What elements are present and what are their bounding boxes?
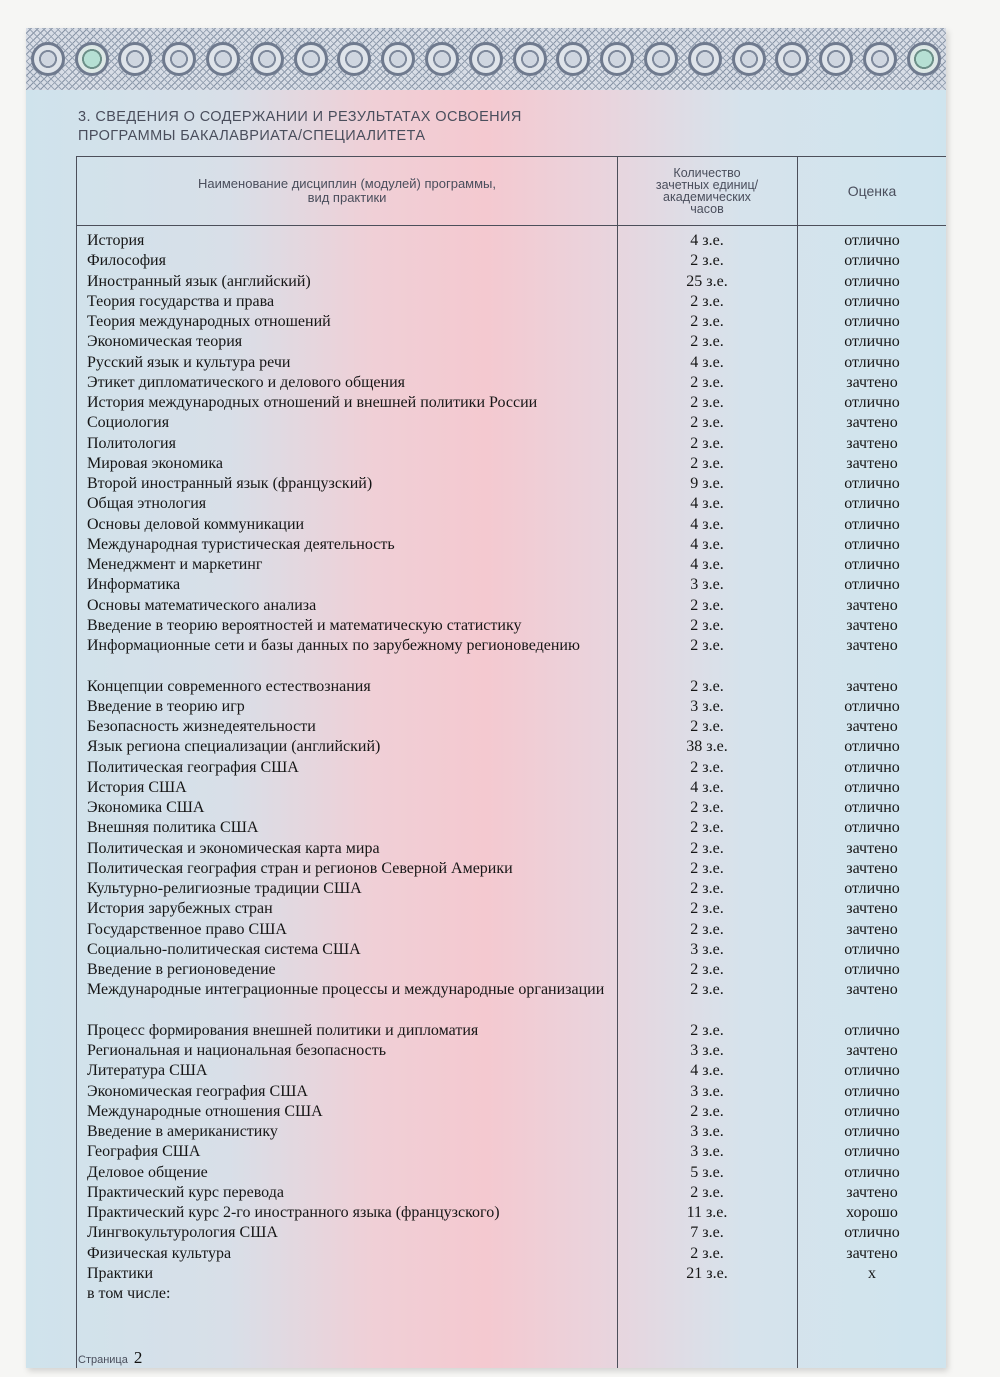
discipline-name: Международные отношения США bbox=[87, 1102, 323, 1120]
ornament-ring-icon bbox=[206, 42, 240, 76]
header-discipline-name-text: Наименование дисциплин (модулей) программы, вид практики bbox=[197, 176, 497, 205]
table-row bbox=[77, 899, 946, 919]
discipline-name: в том числе: bbox=[87, 1285, 171, 1302]
discipline-name: Иностранный язык (английский) bbox=[87, 272, 311, 290]
ornament-ring-icon bbox=[819, 42, 853, 76]
grade: отлично bbox=[844, 535, 900, 553]
grade: отлично bbox=[844, 495, 900, 513]
ornament-ring-icon bbox=[75, 42, 109, 76]
table-row bbox=[77, 1122, 946, 1142]
credit-units: 2 з.е. bbox=[690, 677, 724, 695]
grade: отлично bbox=[844, 1163, 900, 1181]
grade: отлично bbox=[844, 1224, 900, 1242]
document-sheet bbox=[26, 28, 946, 1368]
ornament-ring-icon bbox=[556, 42, 590, 76]
discipline-name: История международных отношений и внешней политики России bbox=[87, 394, 538, 411]
table-row bbox=[77, 373, 946, 393]
discipline-name: Международные интеграционные процессы и международные организации bbox=[87, 981, 605, 999]
table-row bbox=[77, 1102, 946, 1122]
credit-units: 2 з.е. bbox=[690, 414, 724, 432]
table-row bbox=[77, 940, 946, 960]
credit-units: 4 з.е. bbox=[690, 778, 724, 796]
table-row bbox=[77, 616, 946, 636]
table-row bbox=[77, 272, 946, 292]
table-body bbox=[77, 231, 946, 1304]
table-row bbox=[77, 575, 946, 595]
table-row bbox=[77, 778, 946, 798]
ornament-ring-icon bbox=[644, 42, 678, 76]
discipline-name: Менеджмент и маркетинг bbox=[87, 556, 263, 573]
credit-units: 2 з.е. bbox=[690, 454, 724, 472]
credit-units: 3 з.е. bbox=[690, 576, 724, 594]
grade: зачтено bbox=[846, 920, 898, 938]
table-row bbox=[77, 859, 946, 879]
ornament-ring-icon bbox=[31, 42, 65, 76]
credit-units: 11 з.е. bbox=[686, 1204, 728, 1221]
credit-units: 3 з.е. bbox=[690, 1082, 724, 1100]
table-row bbox=[77, 555, 946, 575]
grade: зачтено bbox=[846, 373, 898, 391]
grade: отлично bbox=[844, 333, 900, 351]
table-row bbox=[77, 1244, 946, 1264]
header-grade-text: Оценка bbox=[847, 183, 897, 199]
table-row bbox=[77, 312, 946, 332]
table-row bbox=[77, 535, 946, 555]
table-row bbox=[77, 839, 946, 859]
grade: зачтено bbox=[846, 616, 898, 634]
credit-units: 2 з.е. bbox=[690, 839, 724, 857]
table-row bbox=[77, 636, 946, 677]
table-row bbox=[77, 231, 946, 251]
table-row bbox=[77, 251, 946, 271]
discipline-name: Введение в теорию вероятностей и математическую статистику bbox=[87, 616, 522, 634]
table-row bbox=[77, 1203, 946, 1223]
discipline-name: Информатика bbox=[87, 576, 181, 594]
ornament-ring-icon bbox=[118, 42, 152, 76]
grade: зачтено bbox=[846, 859, 898, 877]
table-row bbox=[77, 1183, 946, 1203]
grade: зачтено bbox=[846, 839, 898, 857]
discipline-name: Лингвокультурология США bbox=[87, 1224, 278, 1242]
header-discipline-name bbox=[77, 157, 617, 225]
credit-units: 2 з.е. bbox=[690, 1244, 724, 1262]
grade: отлично bbox=[844, 394, 900, 411]
table-row bbox=[77, 413, 946, 433]
discipline-name: Государственное право США bbox=[87, 920, 287, 938]
grade: отлично bbox=[844, 292, 900, 310]
ornament-ring-icon bbox=[775, 42, 809, 76]
table-row bbox=[77, 1163, 946, 1183]
credit-units: 4 з.е. bbox=[690, 495, 724, 513]
grade: зачтено bbox=[846, 718, 898, 735]
table-row bbox=[77, 332, 946, 352]
credit-units: 2 з.е. bbox=[690, 1102, 724, 1120]
credit-units: 2 з.е. bbox=[690, 313, 724, 330]
credit-units: 2 з.е. bbox=[690, 333, 724, 351]
ornament-ring-icon bbox=[162, 42, 196, 76]
discipline-name: Литература США bbox=[87, 1062, 208, 1080]
discipline-name: Экономическая география США bbox=[87, 1082, 308, 1100]
discipline-name: Введение в регионоведение bbox=[87, 961, 276, 978]
section-title-line-2: ПРОГРАММЫ БАКАЛАВРИАТА/СПЕЦИАЛИТЕТА bbox=[78, 128, 426, 144]
discipline-name: Теория государства и права bbox=[87, 292, 275, 310]
discipline-name: Социально-политическая система США bbox=[87, 940, 361, 958]
credit-units: 2 з.е. bbox=[690, 1021, 724, 1039]
grade: отлично bbox=[844, 738, 900, 756]
credit-units: 2 з.е. bbox=[690, 596, 724, 614]
table-row bbox=[77, 717, 946, 737]
discipline-name: Этикет дипломатического и делового общения bbox=[87, 373, 406, 391]
grade: отлично bbox=[844, 819, 900, 837]
credit-units: 2 з.е. bbox=[690, 758, 724, 776]
credit-units: 2 з.е. bbox=[690, 920, 724, 938]
grade: отлично bbox=[844, 880, 900, 897]
grade: зачтено bbox=[846, 1244, 898, 1262]
grade: отлично bbox=[844, 313, 900, 330]
discipline-name: Язык региона специализации (английский) bbox=[87, 738, 381, 756]
table-row bbox=[77, 1082, 946, 1102]
page-footer bbox=[78, 1348, 142, 1368]
grade: зачтено bbox=[846, 434, 898, 452]
discipline-name: Информационные сети и базы данных по зарубежному регионоведению bbox=[87, 637, 580, 654]
section-title bbox=[78, 108, 678, 146]
grade: зачтено bbox=[846, 981, 898, 999]
table-row bbox=[77, 1041, 946, 1061]
grade: х bbox=[868, 1264, 876, 1282]
grade: отлично bbox=[844, 697, 900, 715]
page-number: 2 bbox=[133, 1348, 143, 1367]
credit-units: 2 з.е. bbox=[690, 292, 724, 310]
discipline-name: Основы деловой коммуникации bbox=[87, 515, 305, 533]
header-credit-units-text: Количество зачетных единиц/ академических часов bbox=[655, 166, 759, 216]
ornament-ring-icon bbox=[425, 42, 459, 76]
grade: отлично bbox=[844, 1082, 900, 1100]
credit-units: 2 з.е. bbox=[690, 434, 724, 452]
grade: отлично bbox=[844, 940, 900, 958]
grade: зачтено bbox=[846, 677, 898, 695]
discipline-name: Деловое общение bbox=[87, 1163, 208, 1181]
table-row bbox=[77, 758, 946, 778]
credit-units: 4 з.е. bbox=[690, 515, 724, 533]
credit-units: 4 з.е. bbox=[690, 1062, 724, 1080]
discipline-name: Политология bbox=[87, 434, 176, 452]
credit-units: 4 з.е. bbox=[690, 232, 724, 249]
grade: отлично bbox=[844, 252, 900, 270]
credit-units: 2 з.е. bbox=[690, 961, 724, 978]
grade: отлично bbox=[844, 353, 900, 371]
ornament-ring-icon bbox=[513, 42, 547, 76]
credit-units: 7 з.е. bbox=[690, 1224, 724, 1242]
grade: отлично bbox=[844, 232, 900, 249]
credit-units: 5 з.е. bbox=[690, 1163, 724, 1181]
grade: отлично bbox=[844, 961, 900, 978]
ornament-ring-icon bbox=[600, 42, 634, 76]
table-row bbox=[77, 1223, 946, 1243]
table-row bbox=[77, 1264, 946, 1284]
grade: отлично bbox=[844, 778, 900, 796]
credit-units: 3 з.е. bbox=[690, 940, 724, 958]
table-row bbox=[77, 1021, 946, 1041]
ornament-ring-icon bbox=[250, 42, 284, 76]
credit-units: 3 з.е. bbox=[690, 1123, 724, 1140]
discipline-name: Политическая и экономическая карта мира bbox=[87, 839, 380, 857]
credit-units: 3 з.е. bbox=[690, 697, 724, 715]
credit-units: 2 з.е. bbox=[690, 880, 724, 897]
table-row bbox=[77, 353, 946, 373]
table-row bbox=[77, 1284, 946, 1304]
discipline-name: Экономика США bbox=[87, 799, 205, 816]
discipline-name: Практический курс 2-го иностранного языка (французского) bbox=[87, 1204, 500, 1221]
discipline-name: Социология bbox=[87, 414, 170, 432]
ornament-ring-icon bbox=[688, 42, 722, 76]
credit-units: 2 з.е. bbox=[690, 373, 724, 391]
discipline-name: Введение в американистику bbox=[87, 1123, 278, 1140]
grade: отлично bbox=[844, 758, 900, 776]
guilloche-border bbox=[26, 28, 946, 90]
grade: отлично bbox=[844, 799, 900, 816]
table-row bbox=[77, 980, 946, 1021]
page-label: Страница bbox=[78, 1354, 128, 1366]
credit-units: 25 з.е. bbox=[686, 272, 728, 290]
grade: отлично bbox=[844, 515, 900, 533]
ornament-ring-icon bbox=[294, 42, 328, 76]
table-row bbox=[77, 434, 946, 454]
header-divider bbox=[77, 225, 946, 226]
table-row bbox=[77, 1142, 946, 1162]
discipline-name: Физическая культура bbox=[87, 1244, 232, 1262]
header-credit-units bbox=[617, 157, 797, 225]
credit-units: 4 з.е. bbox=[690, 556, 724, 573]
discipline-name: Практический курс перевода bbox=[87, 1183, 284, 1201]
discipline-name: История США bbox=[87, 778, 187, 796]
grade: зачтено bbox=[846, 900, 898, 918]
credit-units: 2 з.е. bbox=[690, 859, 724, 877]
discipline-name: Концепции современного естествознания bbox=[87, 677, 371, 695]
grade: зачтено bbox=[846, 637, 898, 654]
grade: зачтено bbox=[846, 1042, 898, 1059]
grade: зачтено bbox=[846, 414, 898, 432]
table-row bbox=[77, 879, 946, 899]
credit-units: 2 з.е. bbox=[690, 616, 724, 634]
discipline-name: Политическая география США bbox=[87, 758, 299, 776]
discipline-name: Процесс формирования внешней политики и дипломатия bbox=[87, 1021, 479, 1039]
discipline-name: Практики bbox=[87, 1264, 154, 1282]
grade: зачтено bbox=[846, 596, 898, 614]
discipline-name: Экономическая теория bbox=[87, 333, 243, 351]
discipline-name: Политическая география стран и регионов Северной Америки bbox=[87, 859, 513, 877]
table-row bbox=[77, 697, 946, 717]
discipline-name: Безопасность жизнедеятельности bbox=[87, 718, 316, 735]
grade: хорошо bbox=[846, 1204, 898, 1221]
grade: отлично bbox=[844, 576, 900, 594]
credit-units: 21 з.е. bbox=[686, 1264, 728, 1282]
ornament-ring-icon bbox=[907, 42, 941, 76]
credit-units: 9 з.е. bbox=[690, 475, 724, 492]
grade: отлично bbox=[844, 1123, 900, 1140]
credit-units: 2 з.е. bbox=[690, 1183, 724, 1201]
discipline-name: Внешняя политика США bbox=[87, 819, 259, 837]
credit-units: 3 з.е. bbox=[690, 1143, 724, 1161]
table-row bbox=[77, 494, 946, 514]
discipline-name: Общая этнология bbox=[87, 495, 207, 513]
discipline-name: Русский язык и культура речи bbox=[87, 353, 291, 371]
credit-units: 4 з.е. bbox=[690, 353, 724, 371]
grade: зачтено bbox=[846, 454, 898, 472]
discipline-name: География США bbox=[87, 1143, 201, 1161]
discipline-name: Теория международных отношений bbox=[87, 313, 331, 330]
header-grade bbox=[797, 157, 946, 225]
discipline-name: Международная туристическая деятельность bbox=[87, 535, 395, 553]
table-row bbox=[77, 393, 946, 413]
table-row bbox=[77, 960, 946, 980]
ornament-ring-icon bbox=[732, 42, 766, 76]
credit-units: 2 з.е. bbox=[690, 819, 724, 837]
credit-units: 2 з.е. bbox=[690, 637, 724, 654]
ornament-ring-icon bbox=[337, 42, 371, 76]
discipline-name: История зарубежных стран bbox=[87, 900, 273, 918]
table-row bbox=[77, 737, 946, 757]
table-row bbox=[77, 515, 946, 535]
discipline-name: Второй иностранный язык (французский) bbox=[87, 475, 373, 492]
grade: отлично bbox=[844, 1143, 900, 1161]
table-row bbox=[77, 292, 946, 312]
credit-units: 2 з.е. bbox=[690, 900, 724, 918]
grade: отлично bbox=[844, 556, 900, 573]
grade: отлично bbox=[844, 1102, 900, 1120]
grade: отлично bbox=[844, 475, 900, 492]
discipline-name: История bbox=[87, 232, 145, 249]
credit-units: 2 з.е. bbox=[690, 799, 724, 816]
table-row bbox=[77, 596, 946, 616]
discipline-name: Основы математического анализа bbox=[87, 596, 317, 614]
credit-units: 2 з.е. bbox=[690, 394, 724, 411]
table-row bbox=[77, 818, 946, 838]
grade: отлично bbox=[844, 272, 900, 290]
discipline-name: Культурно-религиозные традиции США bbox=[87, 880, 362, 897]
table-row bbox=[77, 920, 946, 940]
credit-units: 4 з.е. bbox=[690, 535, 724, 553]
table-row bbox=[77, 474, 946, 494]
table-row bbox=[77, 677, 946, 697]
ornament-ring-icon bbox=[381, 42, 415, 76]
ornament-ring-icon bbox=[863, 42, 897, 76]
credit-units: 3 з.е. bbox=[690, 1042, 724, 1059]
grade: зачтено bbox=[846, 1183, 898, 1201]
grade: отлично bbox=[844, 1062, 900, 1080]
table-row bbox=[77, 454, 946, 474]
credit-units: 38 з.е. bbox=[686, 738, 728, 756]
ornament-ring-icon bbox=[469, 42, 503, 76]
discipline-name: Введение в теорию игр bbox=[87, 697, 245, 715]
credit-units: 2 з.е. bbox=[690, 718, 724, 735]
section-title-line-1: 3. СВЕДЕНИЯ О СОДЕРЖАНИИ И РЕЗУЛЬТАТАХ ОСВОЕНИЯ bbox=[78, 109, 522, 125]
table-row bbox=[77, 798, 946, 818]
discipline-name: Мировая экономика bbox=[87, 454, 223, 472]
grades-table bbox=[76, 156, 946, 1368]
credit-units: 2 з.е. bbox=[690, 981, 724, 999]
table-row bbox=[77, 1061, 946, 1081]
credit-units: 2 з.е. bbox=[690, 252, 724, 270]
grade: отлично bbox=[844, 1021, 900, 1039]
discipline-name: Региональная и национальная безопасность bbox=[87, 1042, 387, 1059]
discipline-name: Философия bbox=[87, 252, 166, 270]
